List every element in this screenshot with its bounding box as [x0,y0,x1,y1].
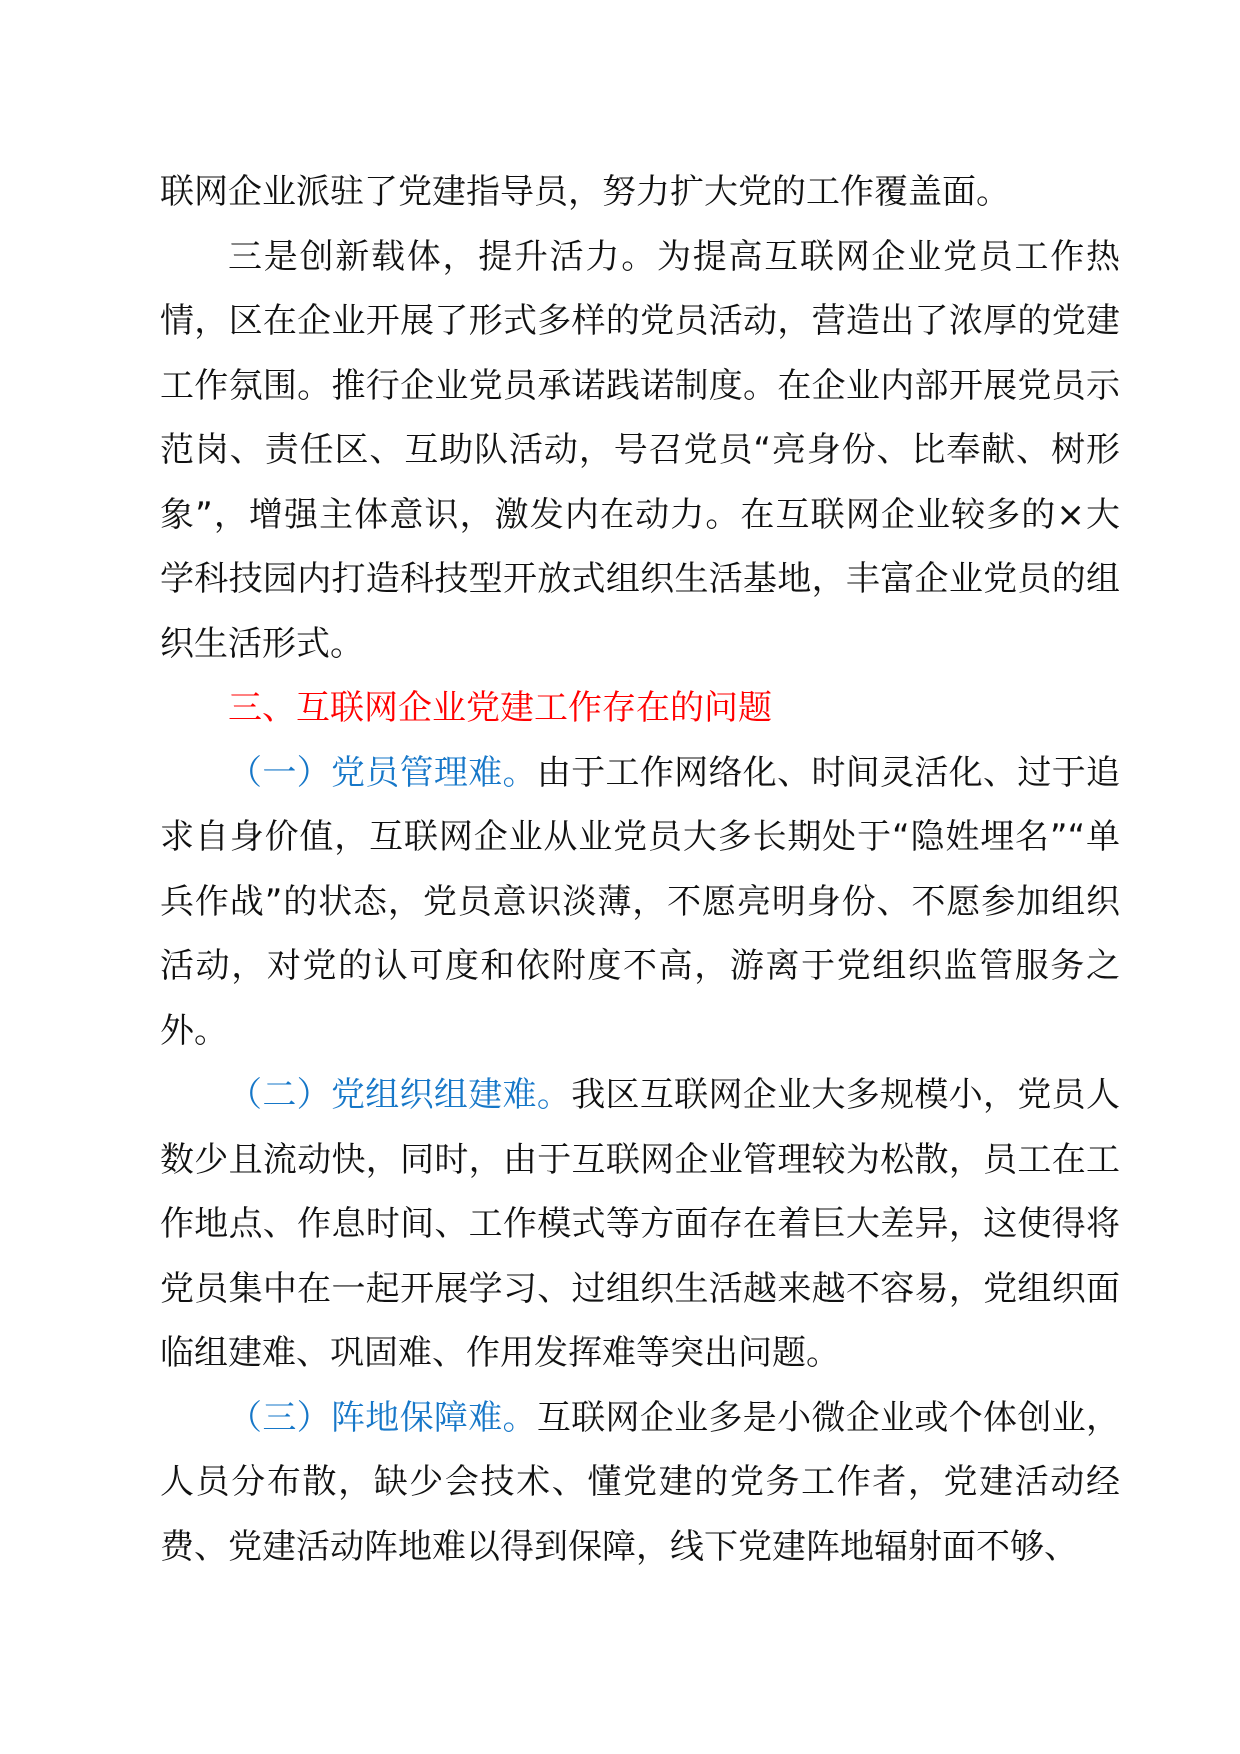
issue-body-1: 由于工作网络化、时间灵活化、过于追求自身价值，互联网企业从业党员大多长期处于“隐姓埋名”“单兵作战”的状态，党员意识淡薄，不愿亮明身份、不愿参加组织活动，对党的认可度和依附度不高，游离于党组织监管服务之外。 [160,752,1121,1051]
issue-body-2: 我区互联网企业大多规模小，党员人数少且流动快，同时，由于互联网企业管理较为松散，员工在工作地点、作息时间、工作模式等方面存在着巨大差异，这使得将党员集中在一起开展学习、过组织生活越来越不容易，党组织面临组建难、巩固难、作用发挥难等突出问题。 [160,1075,1121,1373]
issue-title-2: （二）党组织组建难。 [228,1075,572,1115]
paragraph-innovation: 三是创新载体，提升活力。为提高互联网企业党员工作热情，区在企业开展了形式多样的党员活动，营造出了浓厚的党建工作氛围。推行企业党员承诺践诺制度。在企业内部开展党员示范岗、责任区、互助队活动，号召党员“亮身份、比奉献、树形象”，增强主体意识，激发内在动力。在互联网企业较多的×大学科技园内打造科技型开放式组织生活基地，丰富企业党员的组织生活形式。 [160,236,1120,664]
issue-body-3: 互联网企业多是小微企业或个体创业，人员分布散，缺少会技术、懂党建的党务工作者，党建活动经费、党建活动阵地难以得到保障，线下党建阵地辐射面不够、 [160,1397,1121,1567]
paragraph-continued: 联网企业派驻了党建指导员，努力扩大党的工作覆盖面。 [160,172,1010,212]
issue-title-1: （一）党员管理难。 [228,752,537,793]
document-body [160,160,1120,1579]
section-heading: 三、互联网企业党建工作存在的问题 [228,688,772,728]
issue-paragraph-3 [160,1386,1120,1580]
issue-title-3: （三）阵地保障难。 [228,1397,537,1438]
issue-paragraph-1 [160,741,1120,1064]
issue-paragraph-2 [160,1063,1120,1386]
